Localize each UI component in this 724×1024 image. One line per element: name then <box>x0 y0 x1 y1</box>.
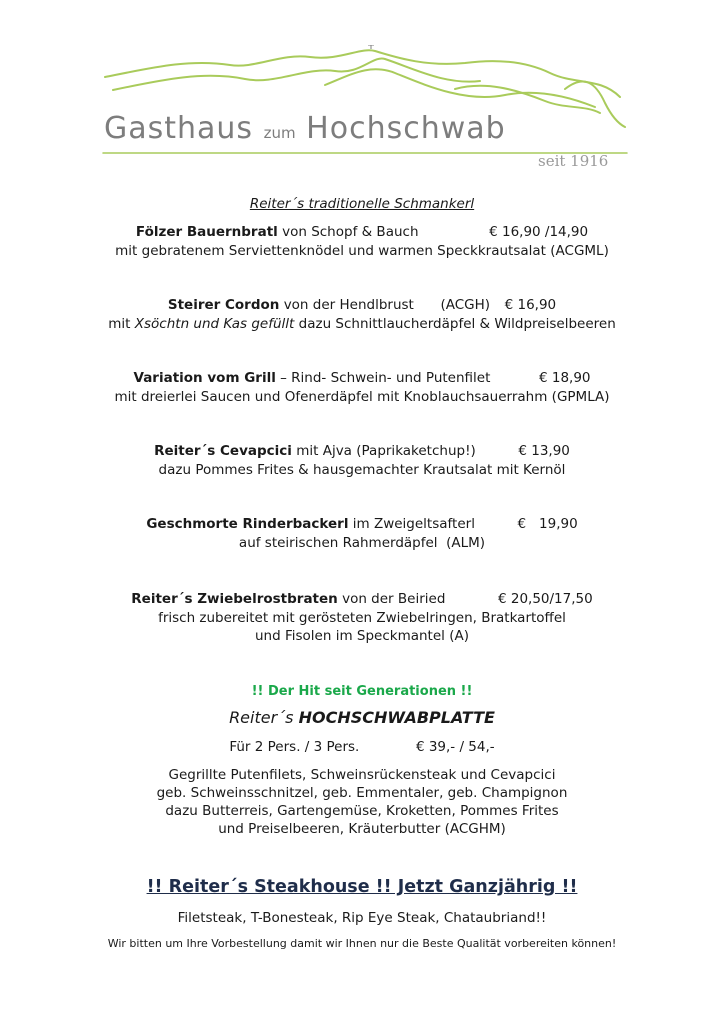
platte-title <box>0 708 724 727</box>
platte-price: € 39,- / 54,- <box>415 739 495 755</box>
steakhouse-title: !! Reiter´s Steakhouse !! Jetzt Ganzjährig !! <box>146 877 578 897</box>
dish-desc: im Zweigeltsafterl <box>352 516 475 532</box>
dish-price: € 18,90 <box>538 370 591 386</box>
dish-bauernbratl-line1 <box>0 224 724 240</box>
dish-name: Fölzer Bauernbratl <box>135 224 278 240</box>
platte-desc-line: Gegrillte Putenfilets, Schweinsrückensteak und Cevapcici <box>168 767 556 783</box>
dish-desc: – Rind- Schwein- und Putenfilet <box>280 370 491 386</box>
brand-name-end: Hochschwab <box>306 111 506 146</box>
platte-name: HOCHSCHWABPLATTE <box>298 708 495 727</box>
dish-name: Steirer Cordon <box>167 297 280 313</box>
dish-cevapcici-line1 <box>0 443 724 459</box>
brand-name <box>104 111 506 146</box>
dish-name: Reiter´s Cevapcici <box>154 443 292 459</box>
platte-prefix: Reiter´s <box>229 708 299 727</box>
dish-zwiebelrostbraten-line3: und Fisolen im Speckmantel (A) <box>255 628 469 644</box>
dish-price: € 20,50/17,50 <box>497 591 593 607</box>
steakhouse-items: Filetsteak, T-Bonesteak, Rip Eye Steak, Chataubriand!! <box>177 910 547 926</box>
dish-line2-post: dazu Schnittlaucherdäpfel & Wildpreiselbeeren <box>294 316 616 332</box>
platte-desc-line: und Preiselbeeren, Kräuterbutter (ACGHM) <box>218 821 506 837</box>
brand-since: seit 1916 <box>538 152 609 170</box>
dish-allergens: (ACGH) <box>440 297 491 313</box>
platte-price-line <box>0 739 724 755</box>
brand-name-main: Gasthaus <box>104 111 254 146</box>
platte-desc-line: geb. Schweinsschnitzel, geb. Emmentaler, geb. Champignon <box>156 785 568 801</box>
platte-persons: Für 2 Pers. / 3 Pers. <box>229 739 360 755</box>
dish-cordon-line1 <box>0 297 724 313</box>
dish-cordon-line2 <box>0 316 724 332</box>
dish-price: € 16,90 <box>504 297 557 313</box>
highlight-banner: !! Der Hit seit Generationen !! <box>251 684 473 699</box>
dish-name: Geschmorte Rinderbackerl <box>146 516 349 532</box>
footer-note: Wir bitten um Ihre Vorbestellung damit wir Ihnen nur die Beste Qualität vorbereiten können! <box>107 937 617 950</box>
dish-rinderbackerl-line2: auf steirischen Rahmerdäpfel (ALM) <box>238 535 486 551</box>
dish-grill-line1 <box>0 370 724 386</box>
dish-rinderbackerl-line1 <box>0 516 724 532</box>
dish-price: € 16,90 /14,90 <box>489 224 589 240</box>
dish-cevapcici-line2: dazu Pommes Frites & hausgemachter Krautsalat mit Kernöl <box>158 462 566 478</box>
dish-zwiebelrostbraten-line1 <box>0 591 724 607</box>
dish-name: Variation vom Grill <box>133 370 276 386</box>
dish-line2-italic: Xsöchtn und Kas gefüllt <box>134 316 295 332</box>
dish-price: € 13,90 <box>518 443 570 459</box>
dish-desc: mit Ajva (Paprikaketchup!) <box>296 443 476 459</box>
dish-desc: von Schopf & Bauch <box>282 224 419 240</box>
dish-desc: von der Beiried <box>342 591 446 607</box>
dish-desc: von der Hendlbrust <box>283 297 414 313</box>
dish-name: Reiter´s Zwiebelrostbraten <box>131 591 338 607</box>
dish-bauernbratl-line2: mit gebratenem Serviettenknödel und warmen Speckkrautsalat (ACGML) <box>115 243 609 259</box>
platte-desc-line: dazu Butterreis, Gartengemüse, Kroketten, Pommes Frites <box>165 803 559 819</box>
dish-zwiebelrostbraten-line2: frisch zubereitet mit gerösteten Zwiebelringen, Bratkartoffel <box>158 610 566 626</box>
section-title: Reiter´s traditionelle Schmankerl <box>249 196 475 212</box>
brand-name-small: zum <box>263 124 296 142</box>
dish-line2-pre: mit <box>108 316 135 332</box>
dish-price: € 19,90 <box>517 516 578 532</box>
dish-grill-line2: mit dreierlei Saucen und Ofenerdäpfel mit Knoblauchsauerrahm (GPMLA) <box>114 389 610 405</box>
